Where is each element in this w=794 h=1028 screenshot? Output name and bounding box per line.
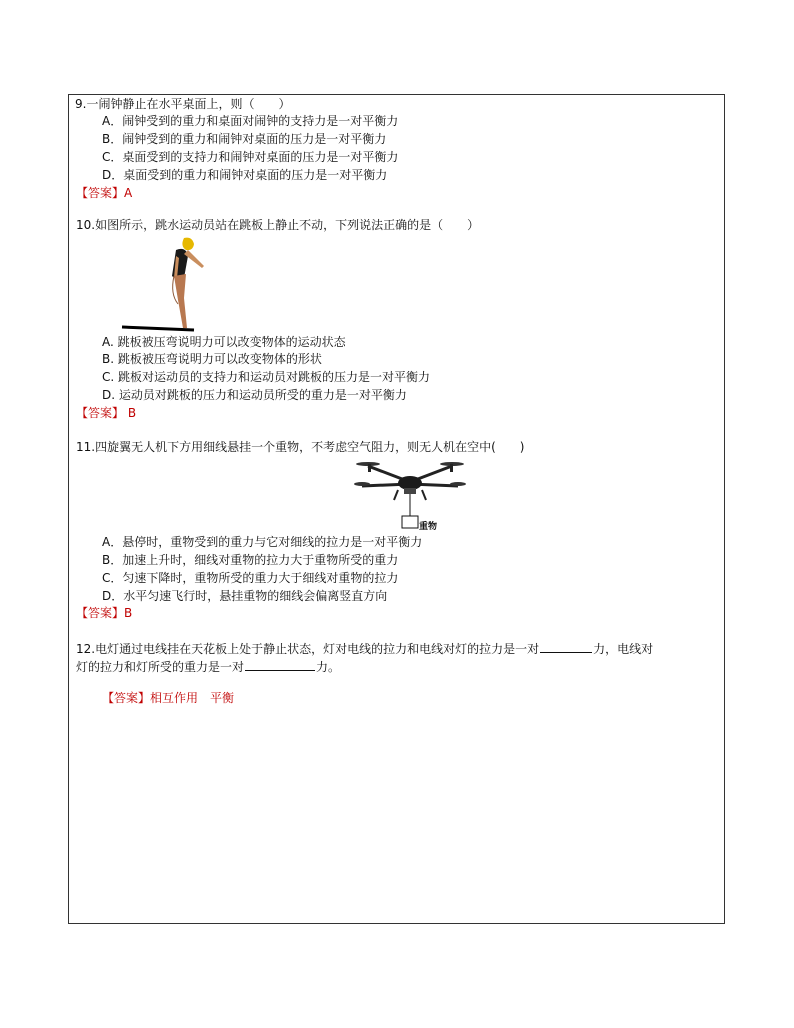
answer-label: 【答案】 <box>76 406 125 420</box>
q12-line-2 <box>76 658 340 675</box>
answer-label: 【答案】 <box>76 186 125 200</box>
q10-answer <box>76 405 136 421</box>
q12-text-2b: 力。 <box>316 660 341 674</box>
q10-option-c: C. 跳板对运动员的支持力和运动员对跳板的压力是一对平衡力 <box>102 370 431 384</box>
answer-value: B <box>124 406 137 420</box>
q9-option-d: D．桌面受到的重力和闹钟对桌面的压力是一对平衡力 <box>102 168 388 182</box>
q12-blank-1 <box>540 640 592 653</box>
q9-stem: 9.一闹钟静止在水平桌面上，则（ ） <box>75 97 291 111</box>
q9-option-c: C．桌面受到的支持力和闹钟对桌面的压力是一对平衡力 <box>102 150 399 164</box>
answer-value: 相互作用 平衡 <box>150 691 235 705</box>
q10-option-b: B. 跳板被压弯说明力可以改变物体的形状 <box>102 352 322 366</box>
answer-label: 【答案】 <box>102 691 151 705</box>
q12-text-1b: 力，电线对 <box>593 642 654 656</box>
answer-label: 【答案】 <box>76 606 125 620</box>
q12-blank-2 <box>245 658 315 671</box>
q11-option-d: D．水平匀速飞行时，悬挂重物的细线会偏离竖直方向 <box>102 589 388 603</box>
q11-option-a: A．悬停时，重物受到的重力与它对细线的拉力是一对平衡力 <box>102 535 423 549</box>
q12-answer <box>102 690 234 706</box>
drone-with-weight-figure <box>354 456 466 536</box>
q9-answer <box>76 185 132 201</box>
q10-stem: 10.如图所示，跳水运动员站在跳板上静止不动，下列说法正确的是（ ） <box>76 218 480 232</box>
q11-stem: 11.四旋翼无人机下方用细线悬挂一个重物，不考虑空气阻力，则无人机在空中( ) <box>76 440 525 454</box>
q11-answer <box>76 605 132 621</box>
q9-option-a: A．闹钟受到的重力和桌面对闹钟的支持力是一对平衡力 <box>102 114 399 128</box>
q12-text-1a: 12.电灯通过电线挂在天花板上处于静止状态，灯对电线的拉力和电线对灯的拉力是一对 <box>76 642 540 656</box>
q10-option-a: A. 跳板被压弯说明力可以改变物体的运动状态 <box>102 335 346 349</box>
q12-text-2a: 灯的拉力和灯所受的重力是一对 <box>76 660 245 674</box>
diver-on-springboard-figure <box>118 236 218 332</box>
q12-line-1 <box>76 640 653 657</box>
q11-option-c: C．匀速下降时，重物所受的重力大于细线对重物的拉力 <box>102 571 399 585</box>
q9-option-b: B．闹钟受到的重力和闹钟对桌面的压力是一对平衡力 <box>102 132 387 146</box>
weight-label: 重物 <box>419 522 438 532</box>
q11-option-b: B．加速上升时，细线对重物的拉力大于重物所受的重力 <box>102 553 399 567</box>
q10-option-d: D. 运动员对跳板的压力和运动员所受的重力是一对平衡力 <box>102 388 407 402</box>
answer-value: B <box>124 606 133 620</box>
answer-value: A <box>124 186 133 200</box>
